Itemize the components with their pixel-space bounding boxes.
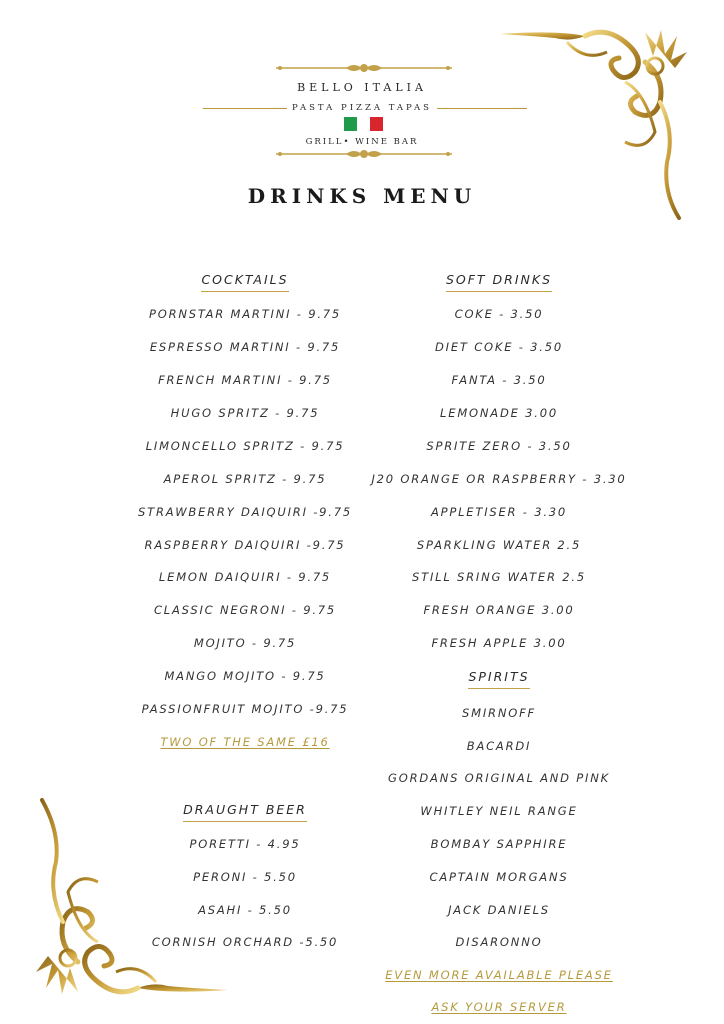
menu-item: STILL SRING WATER 2.5 [412, 570, 586, 584]
logo-line-right [437, 108, 527, 109]
menu-item: J20 ORANGE OR RASPBERRY - 3.30 [371, 472, 627, 486]
spirits-note-line1: EVEN MORE AVAILABLE PLEASE [385, 968, 613, 982]
spirits-heading-label: SPIRITS [468, 669, 529, 689]
menu-item: PORETTI - 4.95 [189, 837, 301, 851]
menu-item: COKE - 3.50 [454, 307, 544, 321]
menu-item: CORNISH ORCHARD -5.50 [151, 935, 339, 949]
menu-item: BACARDI [466, 739, 532, 753]
logo-name: BELLO ITALIA [297, 81, 427, 94]
menu-item: LIMONCELLO SPRITZ - 9.75 [145, 439, 345, 453]
menu-item: HUGO SPRITZ - 9.75 [170, 406, 320, 420]
menu-item: ESPRESSO MARTINI - 9.75 [149, 340, 341, 354]
menu-item: WHITLEY NEIL RANGE [420, 804, 578, 818]
menu-item: DIET COKE - 3.50 [435, 340, 563, 354]
menu-item: PERONI - 5.50 [193, 870, 297, 884]
menu-item: APPLETISER - 3.30 [430, 505, 568, 519]
logo-ornament-bottom-icon [276, 148, 452, 160]
logo-ornament-top-icon [276, 62, 452, 74]
menu-item: FRESH APPLE 3.00 [431, 636, 567, 650]
menu-item: MANGO MOJITO - 9.75 [164, 669, 326, 683]
menu-item: BOMBAY SAPPHIRE [430, 837, 568, 851]
menu-item: LEMON DAIQUIRI - 9.75 [158, 570, 332, 584]
italian-flag-icon [344, 117, 384, 131]
cocktails-heading [100, 272, 390, 292]
cocktail-offer: TWO OF THE SAME £16 [160, 735, 330, 749]
soft-drinks-heading [370, 272, 628, 292]
soft-drinks-heading-label: SOFT DRINKS [446, 272, 552, 292]
menu-item: FRENCH MARTINI - 9.75 [158, 373, 332, 387]
menu-item: ASAHI - 5.50 [198, 903, 292, 917]
page-title: DRINKS MENU [247, 184, 477, 208]
menu-item: RASPBERRY DAIQUIRI -9.75 [144, 538, 346, 552]
cocktails-heading-label: COCKTAILS [201, 272, 288, 292]
menu-item: APEROL SPRITZ - 9.75 [163, 472, 327, 486]
menu-item: PORNSTAR MARTINI - 9.75 [148, 307, 342, 321]
restaurant-logo [0, 60, 724, 170]
menu-item: FANTA - 3.50 [451, 373, 547, 387]
draught-beer-heading-label: DRAUGHT BEER [183, 802, 307, 822]
menu-item: DISARONNO [455, 935, 543, 949]
menu-item: STRAWBERRY DAIQUIRI -9.75 [138, 505, 352, 519]
menu-item: PASSIONFRUIT MOJITO -9.75 [141, 702, 349, 716]
logo-grill-wine-bar: GRILL• WINE BAR [305, 137, 419, 147]
menu-item: SPARKLING WATER 2.5 [416, 538, 582, 552]
spirits-note-line2: ASK YOUR SERVER [431, 1000, 567, 1014]
menu-item: CAPTAIN MORGANS [429, 870, 569, 884]
draught-beer-heading [100, 802, 390, 822]
menu-item: SMIRNOFF [462, 706, 536, 720]
menu-item: JACK DANIELS [448, 903, 550, 917]
menu-item: MOJITO - 9.75 [193, 636, 297, 650]
menu-item: LEMONADE 3.00 [440, 406, 558, 420]
menu-item: CLASSIC NEGRONI - 9.75 [153, 603, 337, 617]
menu-item: FRESH ORANGE 3.00 [423, 603, 575, 617]
spirits-heading [370, 669, 628, 689]
logo-subtitle: PASTA PIZZA TAPAS [292, 103, 432, 113]
menu-item: GORDANS ORIGINAL AND PINK [388, 771, 610, 785]
menu-item: SPRITE ZERO - 3.50 [426, 439, 572, 453]
ornament-bottom-left-icon [28, 796, 238, 1002]
